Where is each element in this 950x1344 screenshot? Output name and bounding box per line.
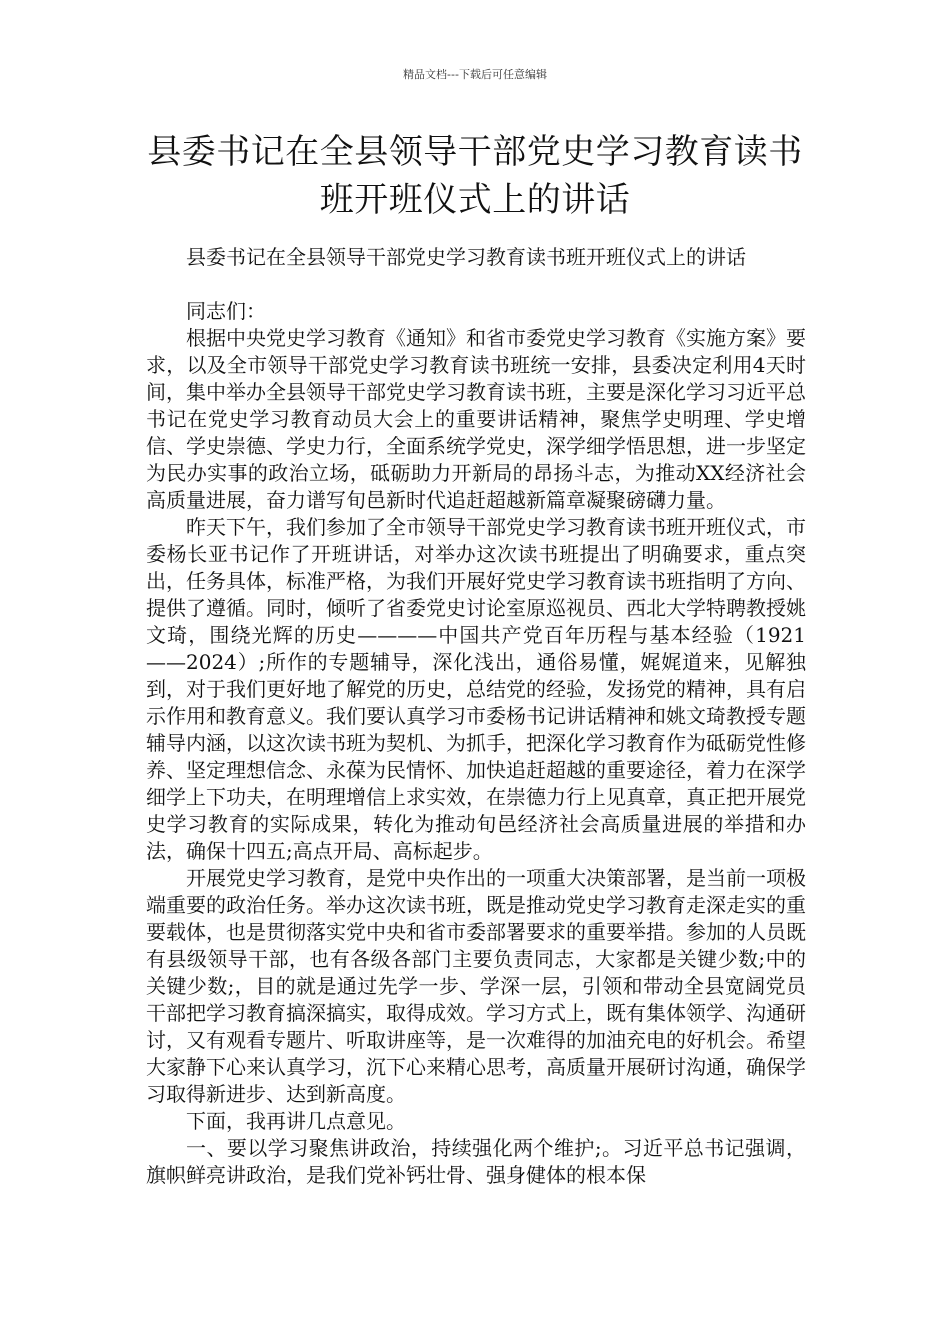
document-title: 县委书记在全县领导干部党史学习教育读书班开班仪式上的讲话 <box>147 132 803 220</box>
body-paragraph: 昨天下午，我们参加了全市领导干部党史学习教育读书班开班仪式，市委杨长亚书记作了开班讲话，对举办这次读书班提出了明确要求，重点突出，任务具体，标准严格，为我们开展好党史学习教育读书班指明了方向、提供了遵循。同时，倾听了省委党史讨论室原巡视员、西北大学特聘教授姚文琦，围绕光辉的历史————中国共产党百年历程与基本经验（1921——2024）;所作的专题辅导，深化浅出，通俗易懂，娓娓道来，见解独到，对于我们更好地了解党的历史，总结党的经验，发扬党的精神，具有启示作用和教育意义。我们要认真学习市委杨书记讲话精神和姚文琦教授专题辅导内涵，以这次读书班为契机、为抓手，把深化学习教育作为砥砺党性修养、坚定理想信念、永葆为民情怀、加快追赶超越的重要途径，着力在深学细学上下功夫，在明理增信上求实效，在崇德力行上见真章，真正把开展党史学习教育的实际成果，转化为推动旬邑经济社会高质量进展的举措和办法，确保十四五;高点开局、高标起步。 <box>146 515 806 863</box>
body-paragraph: 开展党史学习教育，是党中央作出的一项重大决策部署，是当前一项极端重要的政治任务。举办这次读书班，既是推动党史学习教育走深走实的重要载体，也是贯彻落实党中央和省市委部署要求的重要举措。参加的人员既有县级领导干部，也有各级各部门主要负责同志，大家都是关键少数;中的关键少数;，目的就是通过先学一步、学深一层，引领和带动全县宽阔党员干部把学习教育搞深搞实，取得成效。学习方式上，既有集体领学、沟通研讨，又有观看专题片、听取讲座等，是一次难得的加油充电的好机会。希望大家静下心来认真学习，沉下心来精心思考，高质量开展研讨沟通，确保学习取得新进步、达到新高度。 <box>146 866 806 1106</box>
body-paragraph: 根据中央党史学习教育《通知》和省市委党史学习教育《实施方案》要求，以及全市领导干部党史学习教育读书班统一安排，县委决定利用4天时间，集中举办全县领导干部党史学习教育读书班，主要是深化学习习近平总书记在党史学习教育动员大会上的重要讲话精神，聚焦学史明理、学史增信、学史崇德、学史力行，全面系统学党史，深学细学悟思想，进一步坚定为民办实事的政治立场，砥砺助力开新局的昂扬斗志，为推动XX经济社会高质量进展，奋力谱写旬邑新时代追赶超越新篇章凝聚磅礴力量。 <box>146 326 806 512</box>
body-paragraph: 下面，我再讲几点意见。 <box>186 1109 406 1133</box>
repeated-title-paragraph: 县委书记在全县领导干部党史学习教育读书班开班仪式上的讲话 <box>186 245 746 269</box>
body-paragraph: 一、要以学习聚焦讲政治，持续强化两个维护;。习近平总书记强调，旗帜鲜亮讲政治，是我们党补钙壮骨、强身健体的根本保 <box>146 1136 806 1187</box>
document-body <box>146 244 806 1189</box>
salutation: 同志们： <box>186 299 266 323</box>
header-note: 精品文档---下载后可任意编辑 <box>403 68 547 81</box>
